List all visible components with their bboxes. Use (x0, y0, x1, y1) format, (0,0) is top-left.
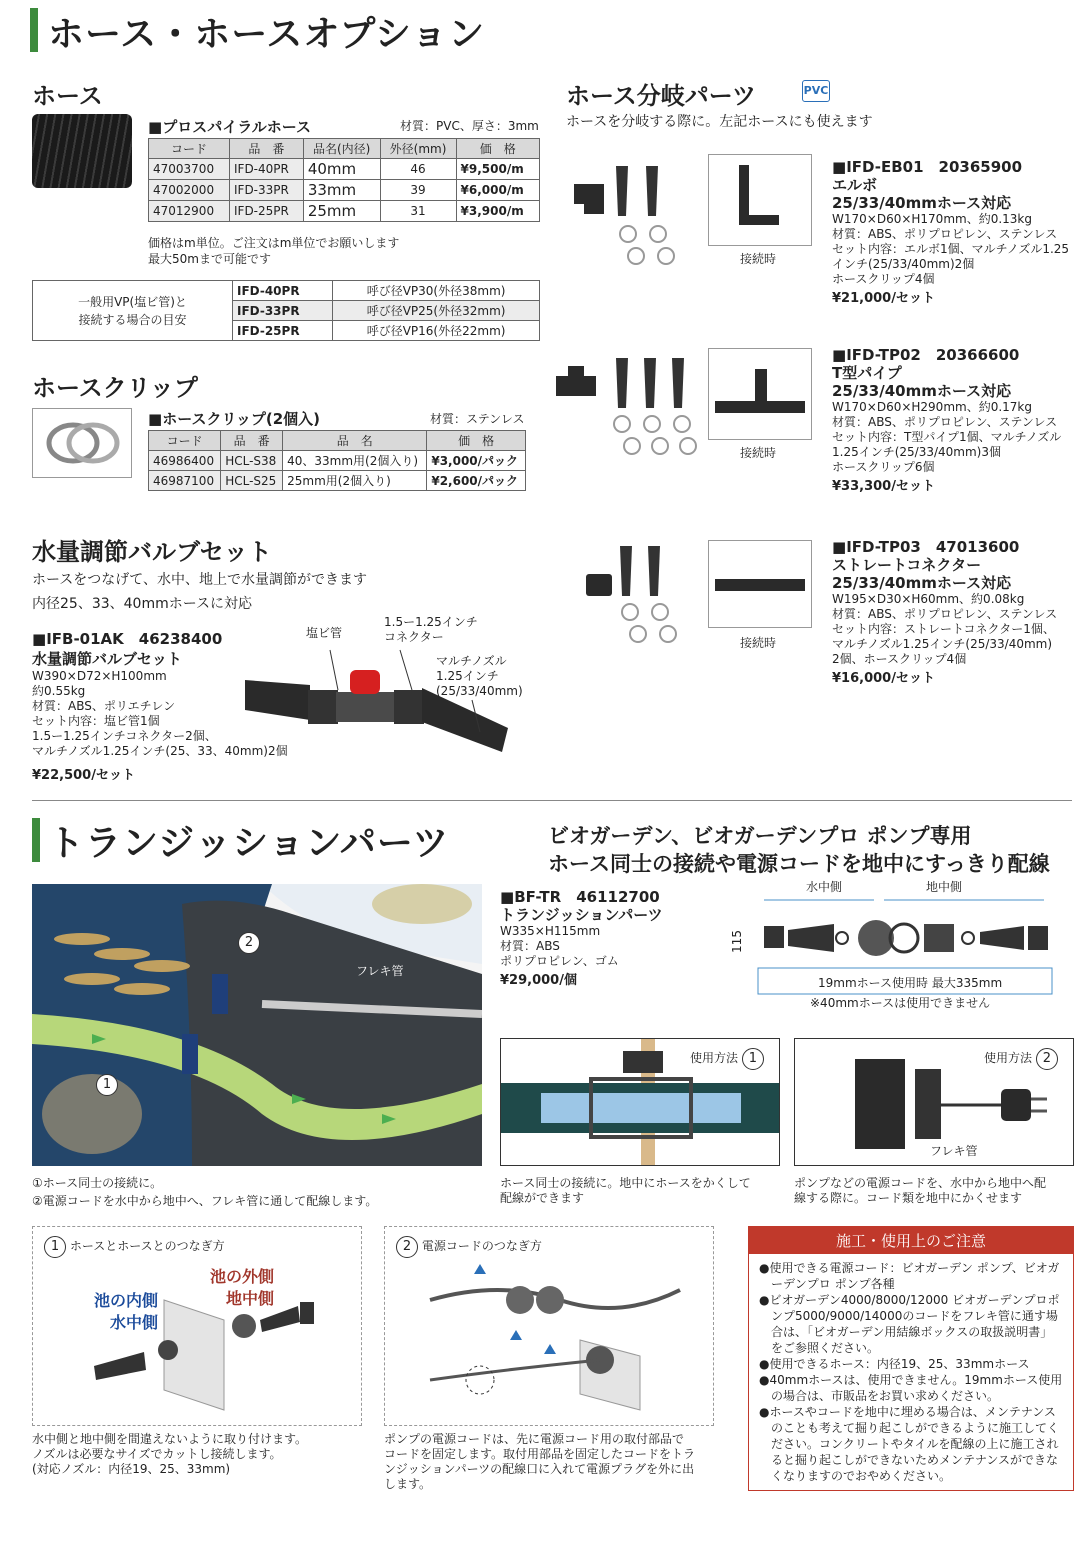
item-code: IFD-TP03 47013600 (846, 538, 1020, 556)
label-underwater: 水中側 (806, 880, 843, 894)
usage1-title: 使用方法 1 (690, 1048, 764, 1070)
item-price: ¥33,300/セット (832, 479, 935, 494)
cell: IFD-33PR (233, 301, 333, 321)
connected-label: 接続時 (740, 252, 777, 266)
item-code: IFD-TP02 20366600 (846, 346, 1020, 364)
tpipe-connected-photo (708, 348, 812, 440)
table-row (149, 159, 540, 180)
hose-note1: 価格はm単位。ご注文はm単位でお願いします (148, 236, 400, 250)
transition-accent-bar (32, 818, 40, 862)
cell: HCL-S38 (221, 451, 283, 471)
transition-subtitle1: ビオガーデン、ビオガーデンプロ ポンプ専用 (548, 824, 972, 848)
item-price: ¥21,000/セット (832, 291, 935, 306)
th-od: 外径(mm) (380, 139, 456, 159)
spec-line: インチ(25/33/40mm)2個 (832, 257, 975, 271)
cell: 39 (380, 180, 456, 201)
valve-price: ¥22,500/セット (32, 768, 135, 783)
hose-table (148, 138, 540, 222)
cell: IFD-25PR (233, 321, 333, 341)
cell: ¥2,600/パック (427, 471, 526, 491)
valve-desc2: 内径25、33、40mmホースに対応 (32, 596, 253, 612)
cell: IFD-40PR (233, 281, 333, 301)
cell: 呼び径VP25(外径32mm) (333, 301, 540, 321)
spec-line: 材質：ABS (500, 939, 560, 953)
spec-line: セット内容：塩ビ管1個 (32, 714, 160, 728)
elbow-icon (709, 155, 811, 245)
desc-line: ンジッションパーツの配線口に入れて電源プラグを外に出 (384, 1462, 695, 1476)
cell: 47002000 (149, 180, 230, 201)
bftr-price: ¥29,000/個 (500, 973, 577, 988)
spec-line: マルチノズル1.25インチ(25、33、40mm)2個 (32, 744, 288, 758)
item-name2: 25/33/40mmホース対応 (832, 194, 1012, 212)
cell: 40mm (303, 159, 380, 180)
spec-line: W390×D72×H100mm (32, 669, 167, 683)
clip-icon (33, 409, 131, 477)
cell: 47012900 (149, 201, 230, 222)
cell: ¥3,000/パック (427, 451, 526, 471)
cell: IFD-25PR (230, 201, 304, 222)
cell: ¥9,500/m (456, 159, 539, 180)
item-name: T型パイプ (832, 364, 902, 382)
marker-1: 1 (96, 1074, 118, 1096)
howto1-desc (32, 1432, 307, 1477)
item-name: エルボ (832, 176, 878, 194)
desc-line: します。 (384, 1477, 432, 1491)
cell: IFD-33PR (230, 180, 304, 201)
tpipe-parts-photo (552, 352, 702, 462)
connected-label: 接続時 (740, 636, 777, 650)
usage2-title: 使用方法 2 (984, 1048, 1058, 1070)
desc-line: 水中側と地中側を間違えないように取り付けます。 (32, 1432, 308, 1446)
label-underground: 地中側 (926, 880, 963, 894)
straight-parts-photo (580, 540, 700, 644)
table-row (149, 180, 540, 201)
title-accent-bar (30, 8, 38, 52)
transition-subtitle2: ホース同士の接続や電源コードを地中にすっきり配線 (548, 852, 1050, 876)
pond-illustration (32, 884, 482, 1166)
spec-line: マルチノズル1.25インチ(25/33/40mm) (832, 637, 1053, 651)
caution-item: ●ビオガーデン4000/8000/12000 ビオガーデンプロポンプ5000/9000/14000のコードをフレキ管に通す場合は、「ビオガーデン用結線ボックスの取扱説明書」をご参照ください。 (759, 1293, 1060, 1355)
caution-item: ●使用できる電源コード：ビオガーデン ポンプ、ビオガーデンプロ ポンプ各種 (759, 1261, 1060, 1291)
table-row (149, 451, 526, 471)
branch-desc: ホースを分岐する際に。左記ホースにも使えます (566, 114, 873, 130)
branch-item-1 (832, 158, 1069, 306)
clip-heading: ホースクリップ (32, 374, 198, 402)
clip-material: 材質：ステンレス (430, 412, 525, 426)
howto1-inner: 池の内側 水中側 (94, 1291, 159, 1332)
spec-line: セット内容：T型パイプ1個、マルチノズル (832, 430, 1062, 444)
bftr-name: トランジッションパーツ (500, 906, 663, 924)
spec-line: 約0.55kg (32, 684, 86, 698)
usage1-desc: ホース同士の接続に。地中にホースをかくして 配線ができます (500, 1176, 751, 1205)
valve-label-pvc: 塩ビ管 (306, 626, 343, 640)
usage2-desc: ポンプなどの電源コードを、水中から地中へ配 線する際に。コード類を地中にかくせます (794, 1176, 1047, 1205)
elbow-parts-photo (566, 156, 706, 276)
transition-heading: トランジッションパーツ (48, 823, 450, 864)
desc-line: コードを固定します。取付用部品を固定したコードをトラ (384, 1447, 696, 1461)
spec-line: W170×D60×H290mm、約0.17kg (832, 400, 1032, 414)
label-115: 115 (729, 930, 744, 953)
usage1-num: 1 (742, 1048, 764, 1070)
tpipe-icon (709, 349, 811, 439)
spec-line: W335×H115mm (500, 924, 601, 938)
caution-heading: 施工・使用上のご注意 (749, 1227, 1073, 1254)
hose-photo (32, 114, 132, 188)
valve-heading: 水量調節バルブセット (32, 538, 272, 566)
cell: 40、33mm用(2個入り) (283, 451, 427, 471)
caution-item: ●ホースやコードを地中に埋める場合は、メンテナンスのことも考えて掘り起こしができるように施工してください。コンクリートやタイルを配線の上に施工されると掘り起こしができないためメンテナンスができなくなりますのでおやめください。 (759, 1405, 1060, 1483)
desc-line: ポンプの電源コードは、先に電源コード用の取付部品で (384, 1432, 685, 1446)
item-name2: 25/33/40mmホース対応 (832, 382, 1012, 400)
cell: 46986400 (149, 451, 221, 471)
hose-heading: ホース (32, 82, 103, 110)
caution-item: ●40mmホースは、使用できません。19mmホース使用の場合は、市販品をお買い求めください。 (759, 1373, 1063, 1403)
branch-item-3 (832, 538, 1057, 686)
th-partno: 品 番 (221, 431, 283, 451)
branch-item-2 (832, 346, 1061, 494)
item-code: IFD-EB01 20365900 (846, 158, 1023, 176)
valve-desc1: ホースをつなげて、水中、地上で水量調節ができます (32, 572, 368, 588)
straight-icon (709, 541, 811, 627)
cell: 47003700 (149, 159, 230, 180)
spec-line: 材質：ABS、ポリエチレン (32, 699, 176, 713)
cell: 46 (380, 159, 456, 180)
cell: 31 (380, 201, 456, 222)
spec-line: 2個、ホースクリップ4個 (832, 652, 967, 666)
spec-line: 材質：ABS、ポリプロピレン、ステンレス (832, 415, 1058, 429)
pond-flexi-label: フレキ管 (356, 964, 404, 978)
usage2-flexi: フレキ管 (930, 1144, 978, 1158)
cell: 25mm (303, 201, 380, 222)
elbow-connected-photo (708, 154, 812, 246)
hose-product-name: ■ プロスパイラルホース (148, 116, 311, 137)
cell: 25mm用(2個入り) (283, 471, 427, 491)
spec-line: W170×D60×H170mm、約0.13kg (832, 212, 1032, 226)
item-name: ストレートコネクター (832, 556, 982, 574)
vp-table (32, 280, 540, 341)
marker-2: 2 (238, 932, 260, 954)
spec-line: セット内容：ストレートコネクター1個、 (832, 622, 1055, 636)
desc-line: (対応ノズル：内径19、25、33mm) (32, 1462, 231, 1476)
spec-line: 材質：ABS、ポリプロピレン、ステンレス (832, 227, 1058, 241)
th-price: 価 格 (456, 139, 539, 159)
page-title: ホース・ホースオプション (48, 14, 486, 55)
divider (32, 800, 1072, 801)
clip-table (148, 430, 526, 491)
valve-code: ■ IFB-01AK 46238400 (32, 630, 222, 648)
table-row (149, 201, 540, 222)
howto1-title: 1 ホースとホースとのつなぎ方 (44, 1236, 225, 1258)
table-row (149, 471, 526, 491)
cell: 33mm (303, 180, 380, 201)
howto1-outer: 池の外側 地中側 (210, 1267, 275, 1308)
howto2-title: 2 電源コードのつなぎ方 (396, 1236, 542, 1258)
th-partno: 品 番 (230, 139, 304, 159)
branch-heading: ホース分岐パーツ (566, 82, 756, 110)
th-code: コード (149, 431, 221, 451)
th-price: 価 格 (427, 431, 526, 451)
clip-photo (32, 408, 132, 478)
label-note40: ※40mmホースは使用できません (810, 996, 991, 1010)
spec-line: 1.5ー1.25インチコネクター2個、 (32, 729, 217, 743)
desc-line: ノズルは必要なサイズでカットし接続します。 (32, 1447, 282, 1461)
pond-caption2: ②電源コードを水中から地中へ、フレキ管に通して配線します。 (32, 1194, 378, 1208)
th-name: 品名(内径) (303, 139, 380, 159)
howto2-num: 2 (396, 1236, 418, 1258)
valve-label-conn: 1.5ー1.25インチ コネクター (384, 615, 478, 644)
straight-connected-photo (708, 540, 812, 628)
th-name: 品 名 (283, 431, 427, 451)
cell: ¥3,900/m (456, 201, 539, 222)
th-code: コード (149, 139, 230, 159)
spec-line: セット内容：エルボ1個、マルチノズル1.25 (832, 242, 1070, 256)
spec-line: 材質：ABS、ポリプロピレン、ステンレス (832, 607, 1058, 621)
item-price: ¥16,000/セット (832, 671, 935, 686)
label-max: 19mmホース使用時 最大335mm (818, 976, 1003, 990)
pvc-badge: PVC (802, 80, 830, 102)
usage2-num: 2 (1036, 1048, 1058, 1070)
valve-label-nozzle: マルチノズル 1.25インチ (25/33/40mm) (436, 654, 523, 698)
hose-note2: 最大50mまで可能です (148, 252, 271, 266)
caution-item: ●使用できるホース：内径19、25、33mmホース (759, 1357, 1030, 1371)
howto2-illustration (420, 1260, 700, 1420)
bftr-code: BF-TR 46112700 (514, 888, 660, 906)
cell: IFD-40PR (230, 159, 304, 180)
spec-line: ホースクリップ4個 (832, 272, 935, 286)
cell: 46987100 (149, 471, 221, 491)
hose-material: 材質：PVC、厚さ：3mm (400, 119, 539, 133)
howto1-num: 1 (44, 1236, 66, 1258)
vp-label: 一般用VP(塩ビ管)と 接続する場合の目安 (33, 281, 233, 341)
spec-line: 1.25インチ(25/33/40mm)3個 (832, 445, 1001, 459)
howto2-desc (384, 1432, 695, 1492)
cell: 呼び径VP16(外径22mm) (333, 321, 540, 341)
item-name2: 25/33/40mmホース対応 (832, 574, 1012, 592)
spec-line: W195×D30×H60mm、約0.08kg (832, 592, 1025, 606)
howto1-illustration (84, 1270, 334, 1420)
spec-line: ポリプロピレン、ゴム (500, 954, 619, 968)
valve-name: 水量調節バルブセット (32, 650, 182, 668)
cell: HCL-S25 (221, 471, 283, 491)
bftr-product (500, 888, 663, 988)
pond-caption1: ①ホース同士の接続に。 (32, 1176, 163, 1190)
caution-box (748, 1226, 1074, 1491)
connected-label: 接続時 (740, 446, 777, 460)
cell: ¥6,000/m (456, 180, 539, 201)
spec-line: ホースクリップ6個 (832, 460, 935, 474)
clip-product-name: ■ ホースクリップ(2個入) (148, 408, 320, 429)
cell: 呼び径VP30(外径38mm) (333, 281, 540, 301)
